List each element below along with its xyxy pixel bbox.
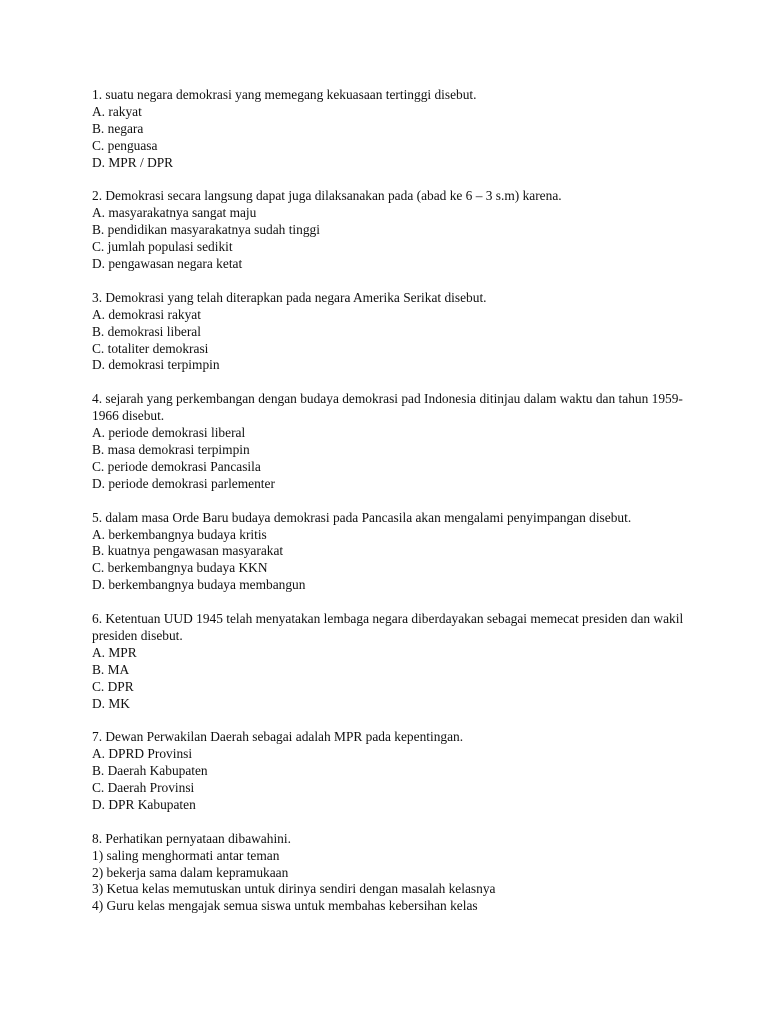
answer-option: D. MK [92, 695, 130, 711]
question-8 [92, 831, 692, 916]
answer-option: A. masyarakatnya sangat maju [92, 205, 257, 221]
answer-option: B. pendidikan masyarakatnya sudah tinggi [92, 222, 320, 238]
answer-option: D. periode demokrasi parlementer [92, 475, 275, 491]
question-stem: 7. Dewan Perwakilan Daerah sebagai adalah MPR pada kepentingan. [92, 729, 464, 745]
statement-item: 3) Ketua kelas memutuskan untuk dirinya sendiri dengan masalah kelasnya [92, 881, 496, 897]
answer-option: B. negara [92, 120, 144, 136]
answer-option: C. totaliter demokrasi [92, 340, 209, 356]
document-page [92, 87, 692, 932]
answer-option: B. kuatnya pengawasan masyarakat [92, 543, 284, 559]
answer-option: A. MPR [92, 644, 137, 660]
answer-option: D. demokrasi terpimpin [92, 357, 220, 373]
answer-option: C. DPR [92, 678, 134, 694]
answer-option: A. periode demokrasi liberal [92, 425, 246, 441]
question-2 [92, 188, 692, 273]
statement-item: 2) bekerja sama dalam kepramukaan [92, 864, 289, 880]
answer-option: D. DPR Kabupaten [92, 796, 196, 812]
question-3 [92, 290, 692, 375]
answer-option: A. demokrasi rakyat [92, 306, 201, 322]
question-stem: 6. Ketentuan UUD 1945 telah menyatakan lembaga negara diberdayakan sebagai memecat presiden dan wakil presiden disebut. [92, 611, 684, 643]
answer-option: D. pengawasan negara ketat [92, 256, 243, 272]
answer-option: A. berkembangnya budaya kritis [92, 526, 267, 542]
answer-option: B. MA [92, 661, 130, 677]
question-stem: 4. sejarah yang perkembangan dengan budaya demokrasi pad Indonesia ditinjau dalam waktu dan tahun 1959-1966 disebut. [92, 391, 683, 424]
statement-item: 1) saling menghormati antar teman [92, 847, 280, 863]
answer-option: C. penguasa [92, 137, 158, 153]
answer-option: A. rakyat [92, 103, 142, 119]
answer-option: C. jumlah populasi sedikit [92, 239, 233, 255]
question-6 [92, 611, 692, 712]
question-1 [92, 87, 692, 172]
question-7 [92, 729, 692, 814]
statement-item: 4) Guru kelas mengajak semua siswa untuk membahas kebersihan kelas [92, 898, 478, 914]
answer-option: C. Daerah Provinsi [92, 780, 195, 796]
question-5 [92, 510, 692, 595]
answer-option: D. MPR / DPR [92, 154, 174, 170]
question-stem: 3. Demokrasi yang telah diterapkan pada negara Amerika Serikat disebut. [92, 289, 487, 305]
question-stem: 2. Demokrasi secara langsung dapat juga dilaksanakan pada (abad ke 6 – 3 s.m) karena. [92, 188, 562, 204]
question-stem: 8. Perhatikan pernyataan dibawahini. [92, 830, 291, 846]
question-stem: 5. dalam masa Orde Baru budaya demokrasi pada Pancasila akan mengalami penyimpangan disebut. [92, 509, 632, 525]
question-stem: 1. suatu negara demokrasi yang memegang kekuasaan tertinggi disebut. [92, 87, 477, 102]
answer-option: C. periode demokrasi Pancasila [92, 458, 261, 474]
answer-option: B. Daerah Kabupaten [92, 763, 208, 779]
question-4 [92, 391, 692, 492]
answer-option: B. masa demokrasi terpimpin [92, 441, 250, 457]
answer-option: B. demokrasi liberal [92, 323, 201, 339]
answer-option: A. DPRD Provinsi [92, 746, 193, 762]
answer-option: C. berkembangnya budaya KKN [92, 560, 268, 576]
answer-option: D. berkembangnya budaya membangun [92, 577, 306, 593]
